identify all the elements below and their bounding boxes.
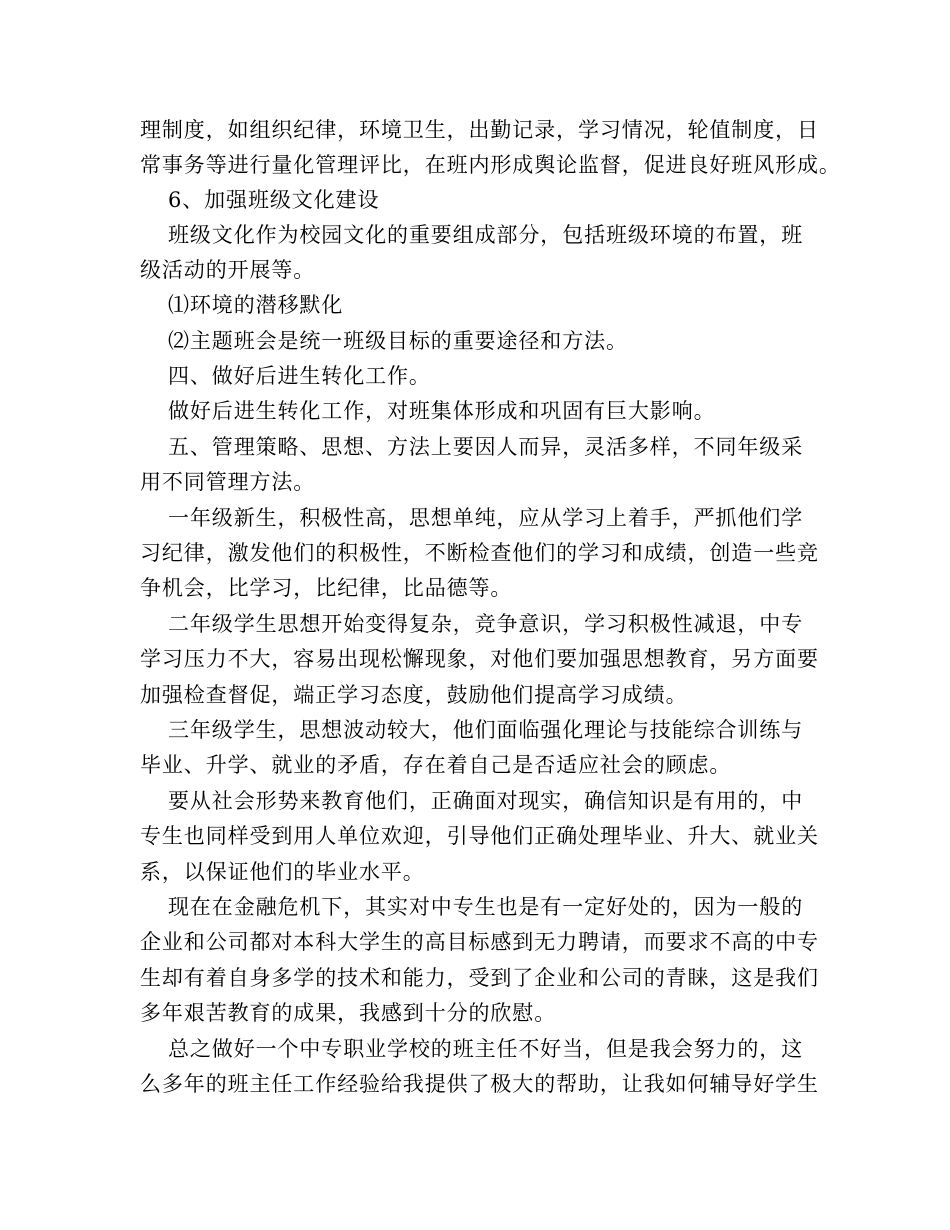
list-item: ⑴环境的潜移默化 <box>168 293 344 317</box>
text-line: 多年艰苦教育的成果，我感到十分的欣慰。 <box>140 1001 557 1025</box>
text-line: 么多年的班主任工作经验给我提供了极大的帮助，让我如何辅导好学生 <box>140 1072 819 1096</box>
text-line: 专生也同样受到用人单位欢迎，引导他们正确处理毕业、升大、就业关 <box>140 824 819 848</box>
text-line: 生却有着自身多学的技术和能力，受到了企业和公司的青睐，这是我们 <box>140 966 819 990</box>
text-line: 企业和公司都对本科大学生的高目标感到无力聘请，而要求不高的中专 <box>140 930 819 954</box>
list-item: ⑵主题班会是统一班级目标的重要途径和方法。 <box>168 329 628 353</box>
text-line: 加强检查督促，端正学习态度，鼓励他们提高学习成绩。 <box>140 683 688 707</box>
text-line: 要从社会形势来教育他们，正确面对现实，确信知识是有用的，中 <box>168 789 804 813</box>
text-line: 争机会，比学习，比纪律，比品德等。 <box>140 576 513 600</box>
text-line: 现在在金融危机下，其实对中专生也是有一定好处的，因为一般的 <box>168 895 804 919</box>
text-line: 用不同管理方法。 <box>140 470 316 494</box>
section-heading: 五、管理策略、思想、方法上要因人而异，灵活多样，不同年级采 <box>168 435 804 459</box>
text-line: 理制度，如组织纪律，环境卫生，出勤记录，学习情况，轮值制度，日 <box>140 118 819 142</box>
section-heading: 四、做好后进生转化工作。 <box>168 364 431 388</box>
text-line: 毕业、升学、就业的矛盾，存在着自己是否适应社会的顾虑。 <box>140 753 732 777</box>
text-line: 一年级新生，积极性高，思想单纯，应从学习上着手，严抓他们学 <box>168 506 804 530</box>
text-line: 系，以保证他们的毕业水平。 <box>140 860 425 884</box>
text-line: 总之做好一个中专职业学校的班主任不好当，但是我会努力的，这 <box>168 1037 804 1061</box>
text-line: 习纪律，激发他们的积极性，不断检查他们的学习和成绩，创造一些竞 <box>140 541 819 565</box>
text-line: 常事务等进行量化管理评比，在班内形成舆论监督，促进良好班风形成。 <box>140 153 841 177</box>
text-line: 级活动的开展等。 <box>140 258 316 282</box>
text-line: 班级文化作为校园文化的重要组成部分，包括班级环境的布置，班 <box>168 223 804 247</box>
text-line: 做好后进生转化工作，对班集体形成和巩固有巨大影响。 <box>168 399 716 423</box>
text-line: 二年级学生思想开始变得复杂，竞争意识，学习积极性减退，中专 <box>168 612 804 636</box>
text-line: 三年级学生，思想波动较大，他们面临强化理论与技能综合训练与 <box>168 718 804 742</box>
section-heading: 6、加强班级文化建设 <box>168 188 380 212</box>
text-line: 学习压力不大，容易出现松懈现象，对他们要加强思想教育，另方面要 <box>140 647 819 671</box>
